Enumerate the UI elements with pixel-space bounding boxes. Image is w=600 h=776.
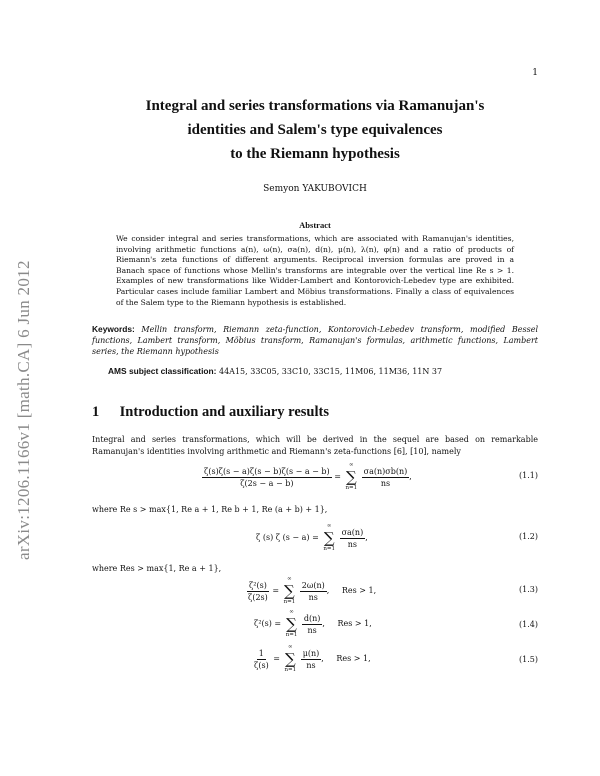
section-title: Introduction and auxiliary results: [119, 404, 329, 420]
condition-text: where Re s > max{1, Re a + 1, Re b + 1, Re (a + b) + 1},: [92, 505, 328, 514]
eq-numerator: ζ(s)ζ(s − a)ζ(s − b)ζ(s − a − b): [204, 466, 330, 476]
eq-numerator: d(n): [303, 613, 321, 623]
eq-numerator: 2ω(n): [301, 580, 325, 590]
ams-classification: AMS subject classification: 44A15, 33C05, 33C10, 33C15, 11M06, 11M36, 11N 37: [108, 366, 443, 376]
eq-denominator: ns: [347, 539, 357, 549]
equation-1-5: $\frac{1}{\zeta(s)}$ = ∞ ∑ n=1 $\frac{\mu(n)}{ns}$ , Res > 1, (1.5): [254, 644, 538, 673]
summation-symbol: ∞ ∑ n=1: [323, 523, 336, 552]
keywords-label: Keywords: [92, 324, 133, 334]
eq-denominator: ns: [306, 660, 316, 670]
abstract-text: We consider integral and series transformations, which are associated with Ramanujan's identities, involving arithmetic functions a(n), ω(n), σa(n), d(n), μ(n), λ(n), φ(n) and a ratio of products of Riemann's zeta functions of different arguments. Reciprocal inversion formulas are proved in a Banach space of functions whose Mellin's transforms are integrable over the vertical line Re s > 1. Examples of new transformations like Widder-Lambert and Kontorovich-Lebedev type are exhibited. Particular cases include familiar Lambert and Möbius transformations. Finally a class of equivalences of the Salem type to the Riemann hypothesis is established.: [116, 234, 514, 307]
eq-denominator: ζ(s): [254, 660, 269, 670]
section-number: 1: [92, 404, 100, 420]
ams-codes: 44A15, 33C05, 33C10, 33C15, 11M06, 11M36, 11N 37: [219, 367, 443, 376]
equation-1-4: ζ²(s) = ∞ ∑ n=1 $\frac{d(n)}{ns}$ , Res > 1, (1.4): [254, 609, 538, 638]
equation-1-2: ζ (s) ζ (s − a) = ∞ ∑ n=1 $\frac{\sigma a(n)}{ns}$ , (1.2): [256, 523, 538, 552]
eq-condition: Res > 1,: [337, 619, 372, 628]
page-number: 1: [532, 68, 538, 78]
ams-label: AMS subject classification: [108, 366, 214, 376]
summation-symbol: ∞ ∑ n=1: [283, 576, 296, 605]
paper-title: [100, 94, 530, 166]
eq-condition: Res > 1,: [336, 654, 371, 663]
equation-number: (1.2): [519, 532, 538, 541]
title-line: to the Riemann hypothesis: [230, 146, 400, 162]
eq-lhs: ζ (s) ζ (s − a) =: [256, 533, 319, 542]
keywords-paragraph: Keywords: Mellin transform, Riemann zeta-function, Kontorovich-Lebedev transform, modified Bessel functions, Lambert transform, Möbius transform, Ramanujan's formulas, arithmetic functions, Lambert series, the Riemann hypothesis: [92, 324, 538, 356]
title-line: identities and Salem's type equivalences: [187, 122, 443, 138]
eq-denominator: ns: [380, 478, 391, 488]
intro-paragraph: Integral and series transformations, which will be derived in the sequel are based on remarkable Ramanujan's identities involving arithmetic and Riemann's zeta-functions [6], [10], namely: [92, 435, 538, 456]
eq-condition: Res > 1,: [341, 586, 377, 595]
eq-denominator: ns: [308, 592, 318, 602]
title-line: Integral and series transformations via Ramanujan's: [145, 98, 485, 114]
eq-numerator: ζ²(s): [248, 580, 267, 590]
condition-text: where Res > max{1, Re a + 1},: [92, 564, 222, 573]
summation-symbol: ∞ ∑ n=1: [285, 609, 298, 638]
equation-1-1: $\frac{\zeta(s)\zeta(s - a)\zeta(s - b)\zeta(s - a - b)}{\zeta(2s - a - b)}$ = ∞ ∑ n=1 $\frac{\sigma a(n)\sigma b(n)}{ns}$ , (1.1): [204, 462, 538, 491]
author-name: Semyon YAKUBOVICH: [263, 184, 367, 194]
eq-numerator: σa(n): [341, 527, 364, 537]
eq-numerator: σa(n)σb(n): [363, 466, 408, 476]
summation-symbol: ∞ ∑ n=1: [345, 462, 358, 491]
equation-number: (1.3): [519, 585, 538, 594]
equation-1-3: $\frac{\text{ζ²(s)}}{\zeta(2s)}$ = ∞ ∑ n=1 $\frac{2\omega(n)}{ns}$ , Res > 1, (1.3): [248, 576, 538, 605]
eq-denominator: ζ(2s − a − b): [240, 478, 294, 488]
equation-number: (1.1): [519, 471, 538, 480]
arxiv-identifier: arXiv:1206.1166v1 [math.CA] 6 Jun 2012: [14, 260, 33, 560]
keywords-text: Mellin transform, Riemann zeta-function, Kontorovich-Lebedev transform, modified Bessel functions, Lambert transform, Möbius transform, Ramanujan's formulas, arithmetic functions, Lambert series, the Riemann hypothesis: [92, 325, 538, 356]
eq-numerator: μ(n): [302, 648, 320, 658]
abstract-heading: Abstract: [299, 220, 331, 230]
eq-numerator: 1: [258, 648, 264, 658]
equation-number: (1.4): [519, 620, 538, 629]
eq-denominator: ns: [307, 625, 317, 635]
eq-lhs: ζ²(s) =: [254, 619, 282, 628]
section-heading: [92, 404, 329, 421]
equation-number: (1.5): [519, 655, 538, 664]
summation-symbol: ∞ ∑ n=1: [284, 644, 297, 673]
eq-denominator: ζ(2s): [248, 592, 268, 602]
